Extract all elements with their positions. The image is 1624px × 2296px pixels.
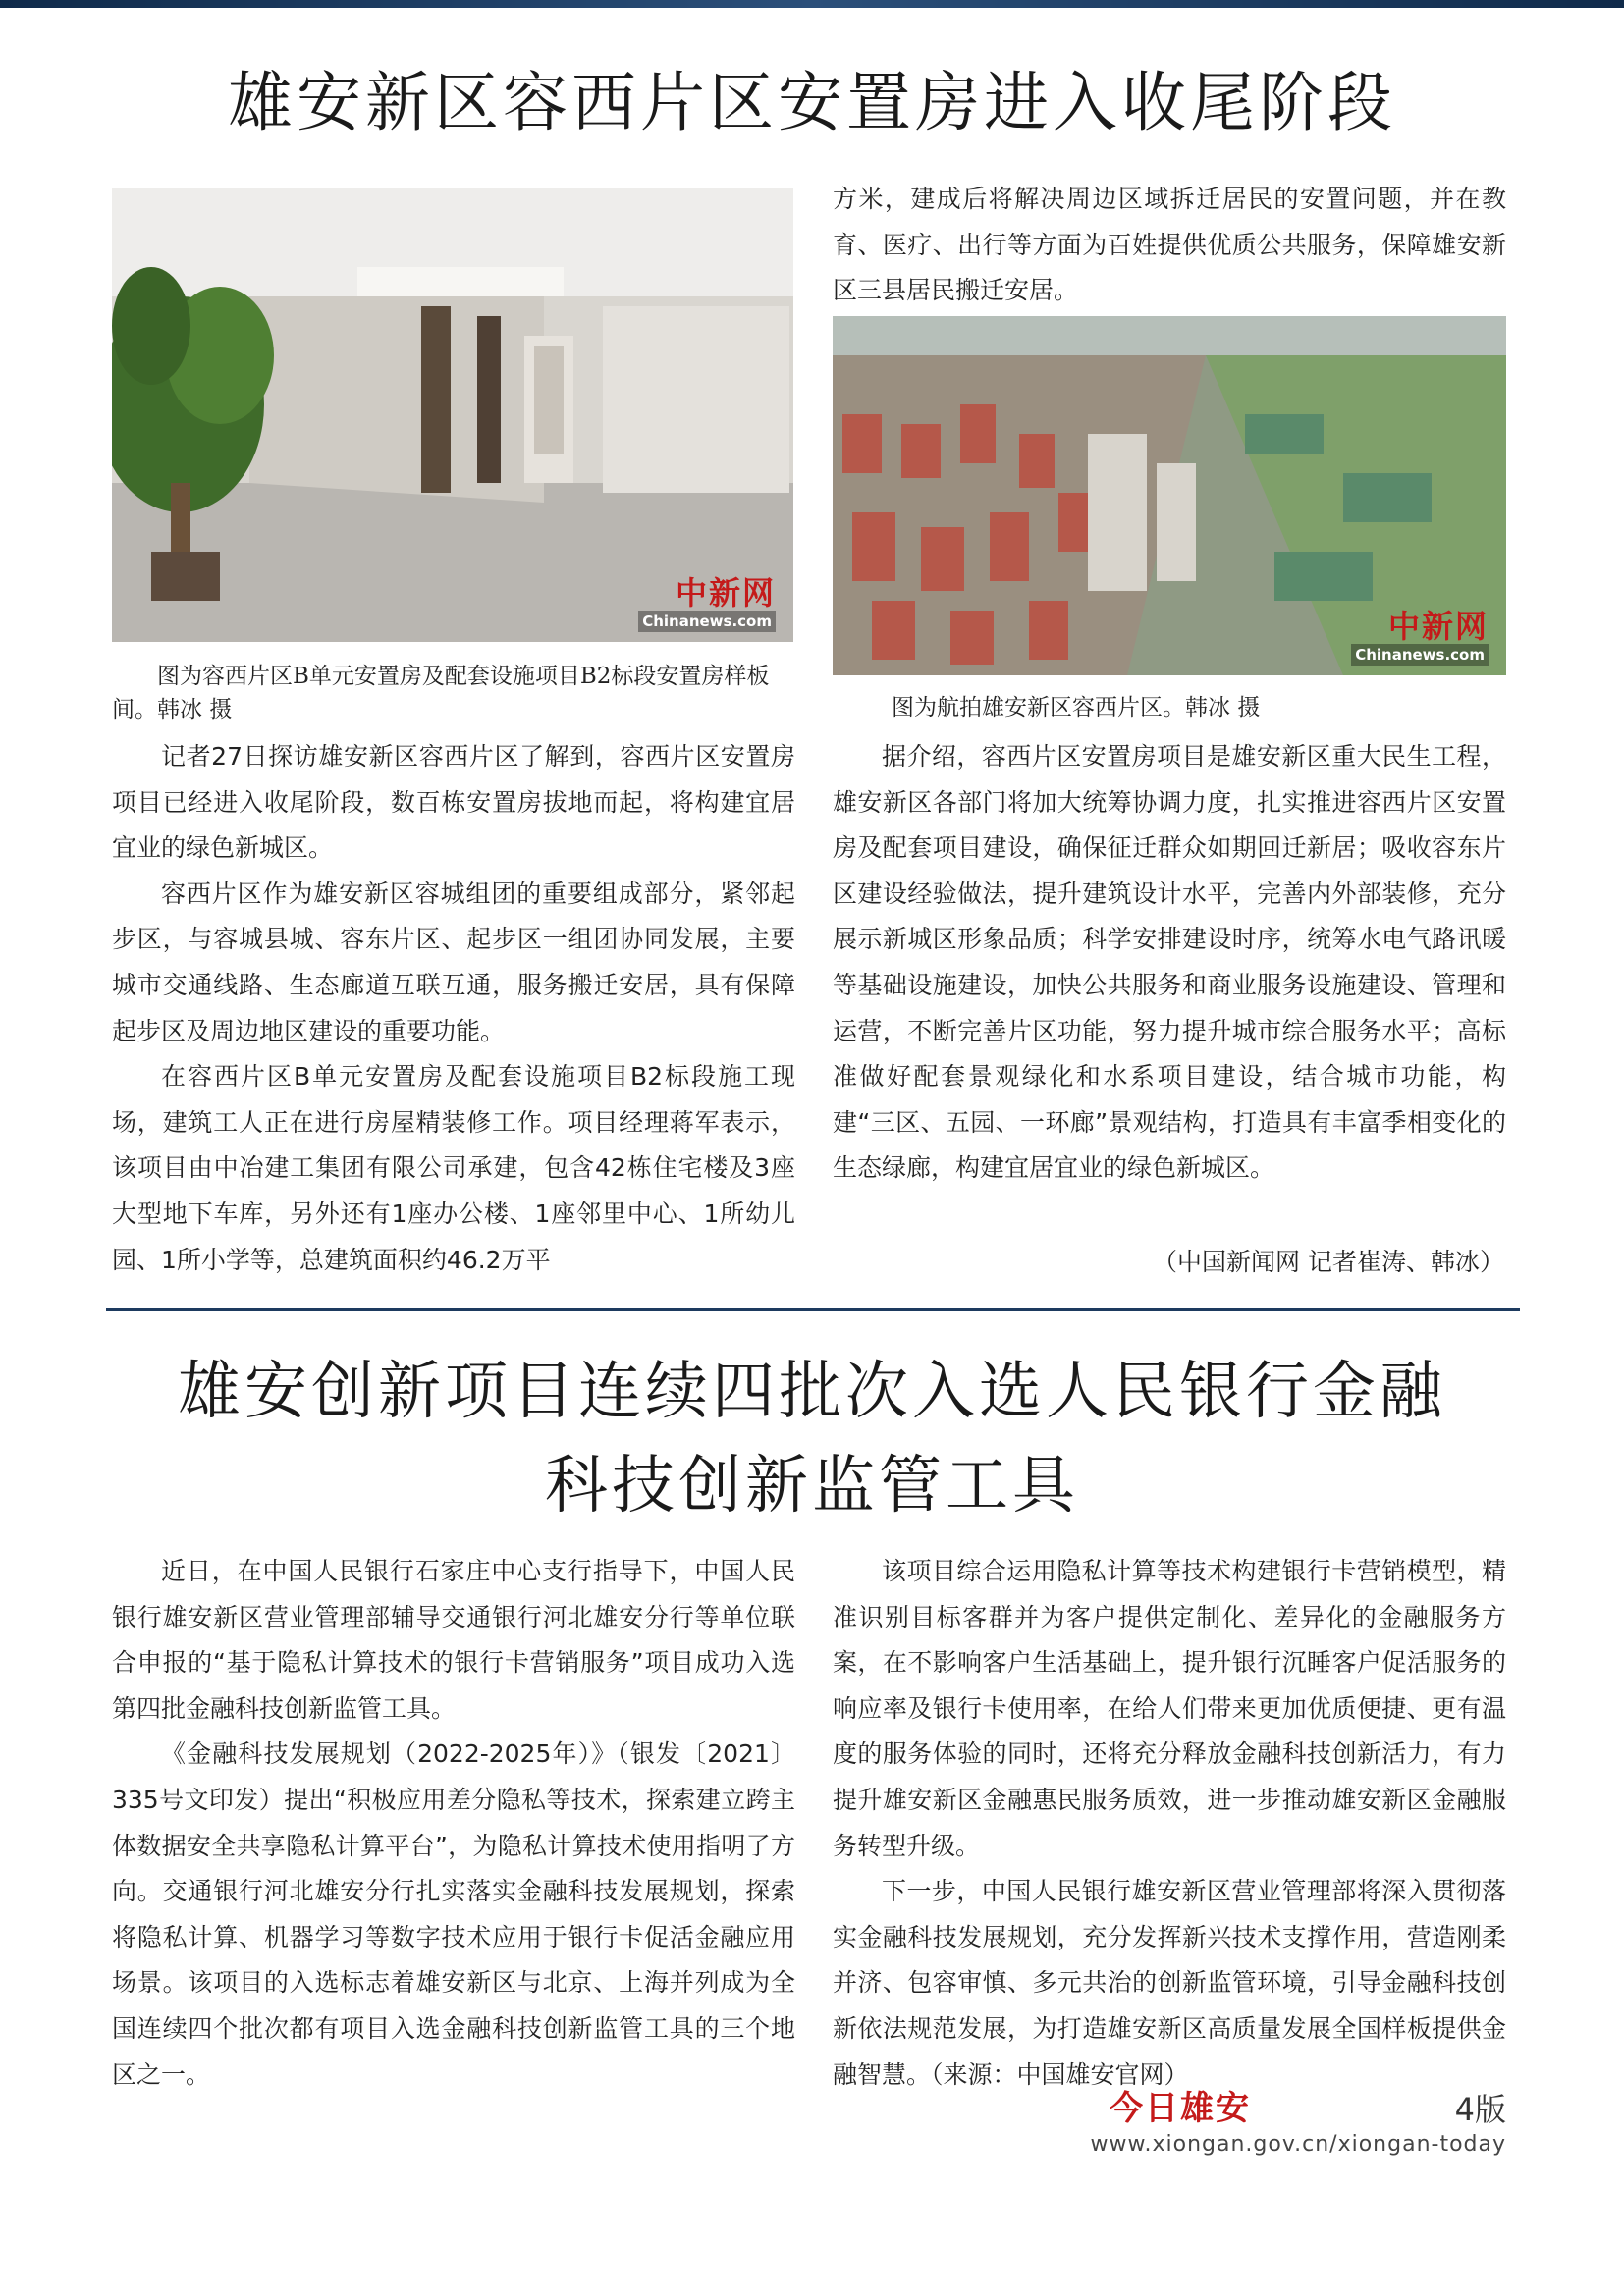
article2-right-paragraph: 该项目综合运用隐私计算等技术构建银行卡营销模型，精准识别目标客群并为客户提供定制化、差异化的金融服务方案，在不影响客户生活基础上，提升银行沉睡客户促活服务的响应率及银行卡使用率，在给人们带来更加优质便捷、更有温度的服务体验的同时，还将充分释放金融科技创新活力，有力提升雄安新区金融惠民服务质效，进一步推动雄安新区金融服务转型升级。 (833, 1557, 1506, 1860)
article1-byline: （中国新闻网 记者崔涛、韩冰） (1153, 1248, 1504, 1276)
article1-left-column (112, 734, 795, 1283)
article2-title-line2: 科技创新监管工具 (545, 1450, 1079, 1522)
article1-right-top-text: 方米，建成后将解决周边区域拆迁居民的安置问题，并在教育、医疗、出行等方面为百姓提供优质公共服务，保障雄安新区三县居民搬迁安居。 (833, 185, 1506, 305)
page-number: 4版 (1454, 2091, 1506, 2128)
article2-title (98, 1345, 1526, 1533)
article2-left-paragraph: 近日，在中国人民银行石家庄中心支行指导下，中国人民银行雄安新区营业管理部辅导交通银行河北雄安分行等单位联合申报的“基于隐私计算技术的银行卡营销服务”项目成功入选第四批金融科技创新监管工具。 (112, 1557, 795, 1723)
photo2-caption: 图为航拍雄安新区容西片区。韩冰 摄 (892, 695, 1261, 721)
article2-right-paragraph: 下一步，中国人民银行雄安新区营业管理部将深入贯彻落实金融科技发展规划，充分发挥新兴技术支撑作用，营造刚柔并济、包容审慎、多元共治的创新监管环境，引导金融科技创新依法规范发展，为打造雄安新区高质量发展全国样板提供金融智慧。（来源：中国雄安官网） (833, 1877, 1506, 2089)
article1-left-paragraph: 容西片区作为雄安新区容城组团的重要组成部分，紧邻起步区，与容城县城、容东片区、起步区一组团协同发展，主要城市交通线路、生态廊道互联互通，服务搬迁安居，具有保障起步区及周边地区建设的重要功能。 (112, 879, 795, 1045)
article2-title-line1: 雄安创新项目连续四批次入选人民银行金融 (178, 1356, 1446, 1428)
photo1-caption: 图为容西片区B单元安置房及配套设施项目B2标段安置房样板间。韩冰 摄 (112, 664, 770, 722)
article2-left-column (112, 1549, 795, 2098)
article1-title: 雄安新区容西片区安置房进入收尾阶段 (228, 65, 1396, 140)
article1-left-paragraph: 记者27日探访雄安新区容西片区了解到，容西片区安置房项目已经进入收尾阶段，数百栋安置房拔地而起，将构建宜居宜业的绿色新城区。 (112, 742, 795, 863)
sample-room-photo (112, 188, 793, 642)
article1-right-column (833, 734, 1506, 1192)
aerial-photo (833, 316, 1506, 675)
article1-right-paragraph: 据介绍，容西片区安置房项目是雄安新区重大民生工程，雄安新区各部门将加大统筹协调力度，扎实推进容西片区安置房及配套项目建设，确保征迁群众如期回迁新居；吸收容东片区建设经验做法，提升建筑设计水平，完善内外部装修，充分展示新城区形象品质；科学安排建设时序，统筹水电气路讯暖等基础设施建设，加快公共服务和商业服务设施建设、管理和运营，不断完善片区功能，努力提升城市综合服务水平；高标准做好配套景观绿化和水系项目建设，结合城市功能，构建“三区、五园、一环廊”景观结构，打造具有丰富季相变化的生态绿廊，构建宜居宜业的绿色新城区。 (833, 742, 1506, 1183)
photo1-watermark: 中新网 Chinanews.com (638, 575, 776, 632)
photo2-watermark: 中新网 Chinanews.com (1351, 609, 1489, 666)
footer-logo: 今日雄安 (1110, 2089, 1251, 2128)
article1-left-paragraph: 在容西片区B单元安置房及配套设施项目B2标段施工现场，建筑工人正在进行房屋精装修工作。项目经理蒋军表示，该项目由中冶建工集团有限公司承建，包含42栋住宅楼及3座大型地下车库，另外还有1座办公楼、1座邻里中心、1所幼儿园、1所小学等，总建筑面积约46.2万平 (112, 1062, 795, 1274)
footer-url[interactable]: www.xiongan.gov.cn/xiongan-today (1090, 2132, 1506, 2157)
article2-right-column (833, 1549, 1506, 2098)
article2-left-paragraph: 《金融科技发展规划（2022-2025年）》（银发〔2021〕335号文印发）提出“积极应用差分隐私等技术，探索建立跨主体数据安全共享隐私计算平台”，为隐私计算技术使用指明了方向。交通银行河北雄安分行扎实落实金融科技发展规划，探索将隐私计算、机器学习等数字技术应用于银行卡促活金融应用场景。该项目的入选标志着雄安新区与北京、上海并列成为全国连续四个批次都有项目入选金融科技创新监管工具的三个地区之一。 (112, 1739, 795, 2089)
section-divider (106, 1308, 1520, 1311)
top-decorative-bar (0, 0, 1624, 8)
